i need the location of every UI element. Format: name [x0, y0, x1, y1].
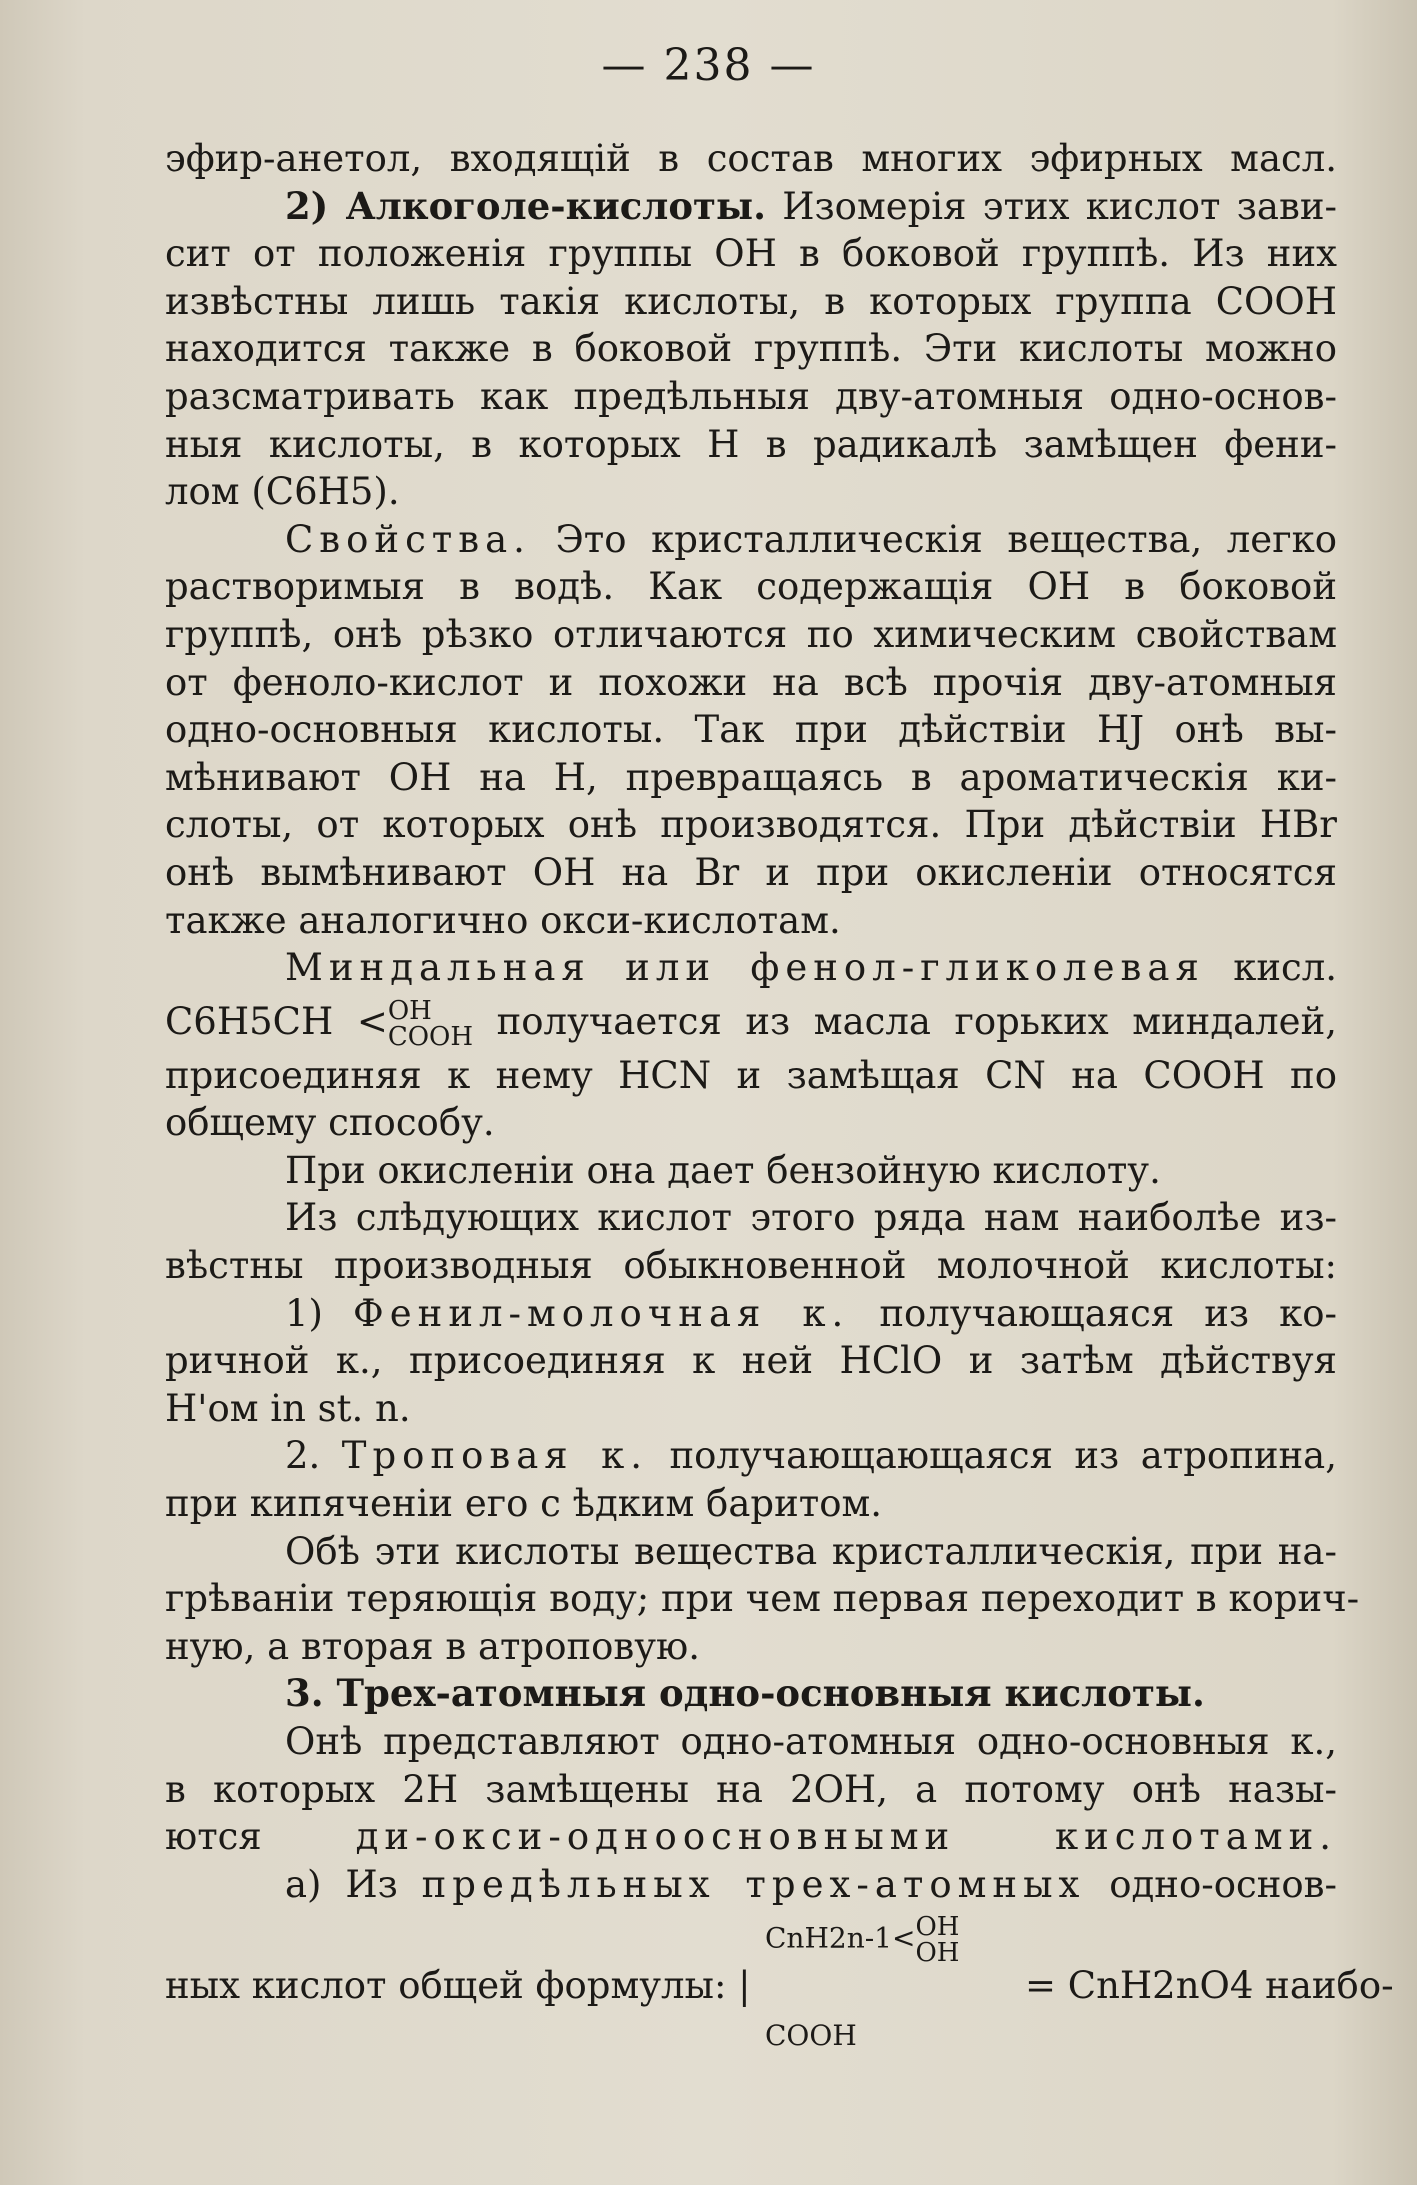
body-text: [165, 135, 1394, 2058]
text-line: мѣнивают ОН на Н, превращаясь в ароматическія ки-: [165, 755, 1337, 799]
formula-bracket: <: [892, 1921, 916, 1955]
text-line: ную, а вторая в атроповую.: [165, 1624, 701, 1668]
text-span: получается из масла горьких миндалей,: [496, 999, 1337, 1043]
spaced-term: Миндальная или фенол-гликолевая: [285, 946, 1205, 990]
text-span: получающающаяся из атропина,: [669, 1434, 1338, 1478]
text-line: Обѣ эти кислоты вещества кристаллическія, при на-: [285, 1529, 1337, 1573]
list-number: 2.: [285, 1434, 321, 1478]
spaced-term: Свойства.: [285, 517, 531, 561]
formula-top: [765, 1912, 960, 1969]
text-line: [165, 1861, 1337, 1909]
text-line: общему способу.: [165, 1101, 495, 1145]
formula-stack: [387, 996, 474, 1053]
formula-stack: [915, 1912, 960, 1969]
text-line: сит от положенія группы ОН в боковой группѣ. Из них: [165, 232, 1337, 276]
formula: С6Н5СН <: [165, 999, 388, 1043]
text-line: группѣ, онѣ рѣзко отличаются по химическим свойствам: [165, 612, 1337, 656]
text-span: получающаяся из ко-: [879, 1291, 1338, 1335]
formula-bottom: СООН: [765, 2019, 857, 2053]
text-line: присоединяя к нему НСN и замѣщая CN на СООН по: [165, 1053, 1337, 1097]
text-line: [165, 1432, 1337, 1480]
text-span: а) Из: [285, 1862, 398, 1906]
text-line: вѣстны производныя обыкновенной молочной кислоты:: [165, 1244, 1337, 1288]
text-line: [165, 992, 1337, 1052]
text-line: от феноло-кислот и похожи на всѣ прочія дву-атомныя: [165, 660, 1337, 704]
formula-oh: ОН: [915, 1938, 960, 1969]
text-line: при кипяченіи его с ѣдким баритом.: [165, 1482, 883, 1526]
general-formula: [165, 1908, 1394, 2058]
text-span: Это кристаллическія вещества, легко: [555, 517, 1337, 561]
text-line: ричной к., присоединяя к ней НСlО и затѣм дѣйствуя: [165, 1339, 1337, 1383]
text-line: находится также в боковой группѣ. Эти кислоты можно: [165, 327, 1337, 371]
formula-oh: ОН: [915, 1912, 960, 1943]
formula-right: = СnН2nО4 наибо-: [1025, 1964, 1394, 2008]
text-line: Онѣ представляют одно-атомныя одно-основныя к.,: [285, 1720, 1337, 1763]
text-line: извѣстны лишь такія кислоты, в которых группа СООН: [165, 279, 1337, 323]
section-heading: 2) Алкоголе-кислоты.: [285, 183, 766, 228]
text-span: одно-основ-: [1109, 1862, 1338, 1906]
text-span: Изомерія этих кислот зави-: [782, 184, 1337, 228]
spaced-term: Фенил-молочная к.: [353, 1291, 850, 1335]
text-line: лом (С6Н5).: [165, 470, 400, 514]
text-line: Из слѣдующих кислот этого ряда нам наиболѣе из-: [285, 1196, 1337, 1240]
text-line: При окисленіи она дает бензойную кислоту.: [285, 1148, 1161, 1192]
text-line: [165, 944, 1337, 992]
text-line: также аналогично окси-кислотам.: [165, 898, 841, 942]
section-heading: 3. Трех-атомныя одно-основныя кислоты.: [285, 1671, 1205, 1716]
spaced-term: предѣльных трех-атомных: [421, 1862, 1086, 1906]
formula-radical: СnН2n-1: [765, 1921, 892, 1955]
text-line: Н'ом in st. n.: [165, 1386, 411, 1430]
text-line: слоты, от которых онѣ производятся. При дѣйствіи НВr: [165, 803, 1337, 847]
text-span: ются: [165, 1815, 262, 1859]
text-line: [165, 1813, 1337, 1861]
page-number: — 238 —: [601, 40, 816, 91]
text-line: в которых 2Н замѣщены на 2ОН, а потому онѣ назы-: [165, 1767, 1337, 1811]
text-line: грѣваніи теряющія воду; при чем первая переходит в корич-: [165, 1577, 1360, 1621]
formula-top: ОН: [387, 996, 432, 1027]
text-line: [165, 183, 1337, 231]
text-line: растворимыя в водѣ. Как содержащія ОН в боковой: [165, 565, 1337, 609]
spaced-term: Троповая к.: [341, 1434, 648, 1478]
text-span: кисл.: [1233, 946, 1337, 990]
text-line: разсматривать как предѣльныя дву-атомныя одно-основ-: [165, 374, 1337, 418]
text-line: ныя кислоты, в которых Н в радикалѣ замѣщен фени-: [165, 422, 1337, 466]
list-number: 1): [285, 1291, 323, 1335]
text-line: одно-основныя кислоты. Так при дѣйствіи НJ онѣ вы-: [165, 708, 1337, 752]
text-line: онѣ вымѣнивают ОН на Вr и при окисленіи относятся: [165, 850, 1337, 894]
text-line: [165, 516, 1337, 564]
text-line: [165, 1290, 1337, 1338]
text-line: эфир-анетол, входящій в состав многих эфирных масл.: [165, 137, 1337, 180]
formula-bottom: СООН: [387, 1022, 474, 1053]
spaced-term: ди-окси-одноосновными кислотами.: [355, 1815, 1337, 1859]
formula-left: ных кислот общей формулы: |: [165, 1964, 751, 2008]
